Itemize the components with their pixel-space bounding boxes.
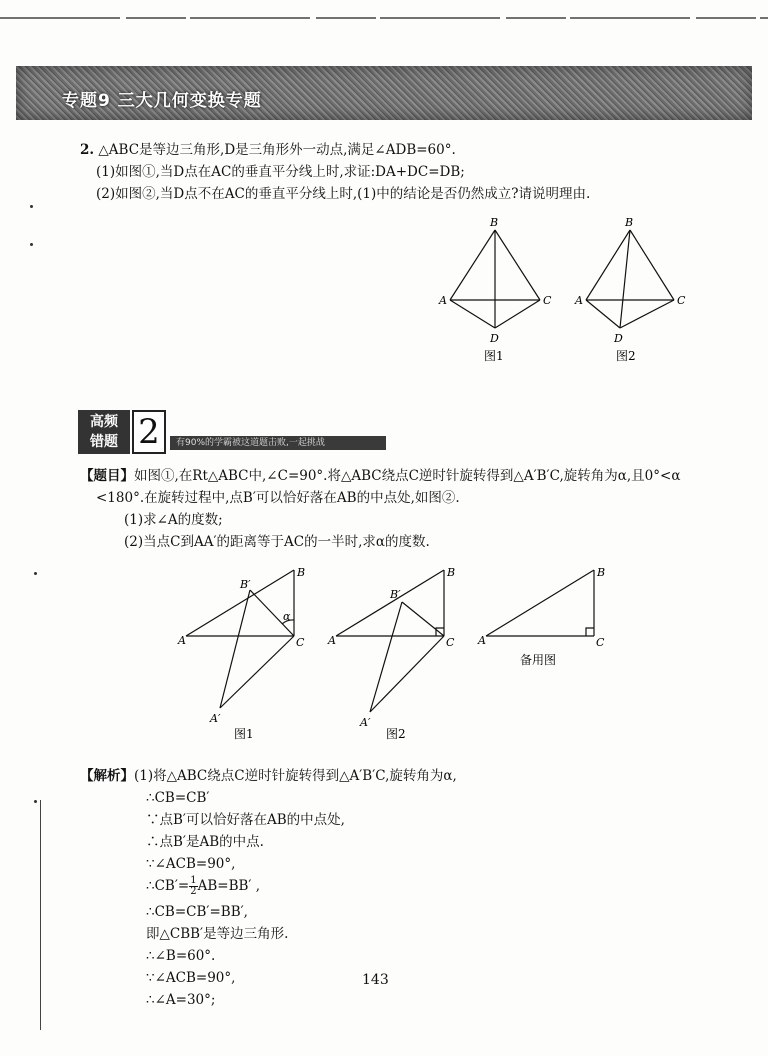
fraction-one-half: $\frac{1}{2}$ bbox=[190, 875, 197, 897]
problem-line1: 【题目】如图①,在Rt△ABC中,∠C=90°.将△ABC绕点C逆时针旋转得到△A′B′C,旋转角为α,且0°<α bbox=[80, 468, 681, 484]
margin-mark bbox=[30, 243, 33, 246]
label-c: C bbox=[596, 636, 605, 649]
label-b: B bbox=[297, 566, 306, 579]
label-a: A bbox=[328, 634, 336, 647]
figure-caption: 备用图 bbox=[520, 653, 557, 667]
label-a: A bbox=[178, 634, 186, 647]
solution-line-9: ∴∠B=60°. bbox=[146, 948, 216, 964]
badge-strip: 有90%的学霸被这道题击败,一起挑战 bbox=[170, 436, 386, 450]
label-b-prime: B′ bbox=[390, 588, 401, 601]
label-alpha: α bbox=[283, 610, 291, 623]
solution-line-10: ∵∠ACB=90°, bbox=[146, 970, 236, 986]
label-c: C bbox=[543, 294, 552, 307]
figure-caption: 图2 bbox=[386, 727, 406, 741]
segment-bc bbox=[495, 230, 540, 300]
problem-backup-figure bbox=[474, 560, 614, 670]
solution-line-3: ∴点B′是AB的中点. bbox=[146, 834, 264, 850]
q2-figure-2 bbox=[568, 215, 698, 365]
q2-figure-1 bbox=[430, 215, 560, 365]
label-a-prime: A′ bbox=[360, 716, 371, 729]
segment-ad bbox=[450, 300, 495, 328]
label-b: B bbox=[447, 566, 456, 579]
problem-line2: <180°.在旋转过程中,点B′可以恰好落在AB的中点处,如图②. bbox=[96, 490, 460, 506]
page-title: 专题9 三大几何变换专题 bbox=[62, 91, 262, 111]
margin-mark bbox=[30, 205, 33, 208]
solution-line-5: ∴CB′= $\frac{1}{2}$ AB=BB′ , bbox=[146, 875, 261, 897]
problem-figure-2 bbox=[320, 560, 470, 745]
figure-caption: 图2 bbox=[616, 349, 636, 363]
label-a: A bbox=[575, 294, 583, 307]
figure-caption: 图1 bbox=[234, 727, 254, 741]
question-2-part2: (2)如图②,当D点不在AC的垂直平分线上时,(1)中的结论是否仍然成立?请说明理由. bbox=[96, 186, 591, 202]
solution-line-4: ∵∠ACB=90°, bbox=[146, 856, 236, 872]
label-a: A bbox=[439, 294, 447, 307]
label-b: B bbox=[597, 566, 606, 579]
solution-line-2: ∵点B′可以恰好落在AB的中点处, bbox=[146, 812, 345, 828]
question-2-part1: (1)如图①,当D点在AC的垂直平分线上时,求证:DA+DC=DB; bbox=[96, 164, 465, 180]
solution-line-11: ∴∠A=30°; bbox=[146, 992, 216, 1008]
margin-mark bbox=[34, 572, 37, 575]
solution-line-8: 即△CBB′是等边三角形. bbox=[146, 926, 289, 942]
problem-figure-1 bbox=[170, 560, 320, 745]
label-a-prime: A′ bbox=[210, 712, 221, 725]
label-b: B bbox=[625, 216, 634, 229]
page-number: 143 bbox=[362, 972, 389, 988]
label-d: D bbox=[614, 332, 623, 345]
problem-part2: (2)当点C到AA′的距离等于AC的一半时,求α的度数. bbox=[124, 534, 430, 550]
solution-line-0: 【解析】(1)将△ABC绕点C逆时针旋转得到△A′B′C,旋转角为α, bbox=[80, 768, 457, 784]
label-b: B bbox=[490, 216, 499, 229]
figure-caption: 图1 bbox=[484, 349, 504, 363]
badge-number: 2 bbox=[132, 410, 166, 454]
problem-part1: (1)求∠A的度数; bbox=[124, 512, 223, 528]
label-c: C bbox=[446, 636, 455, 649]
top-border-line bbox=[0, 14, 768, 22]
label-c: C bbox=[296, 636, 305, 649]
frequent-error-badge: 高频 错题 2 bbox=[78, 410, 168, 454]
label-b-prime: B′ bbox=[240, 578, 251, 591]
label-a: A bbox=[478, 634, 486, 647]
segment-cd bbox=[495, 300, 540, 328]
solution-line-1: ∴CB=CB′ bbox=[146, 790, 210, 806]
question-2-stem: 2. △ABC是等边三角形,D是三角形外一动点,满足∠ADB=60°. bbox=[80, 142, 456, 158]
label-c: C bbox=[677, 294, 686, 307]
margin-mark bbox=[34, 800, 37, 803]
margin-line bbox=[40, 800, 41, 1030]
label-d: D bbox=[490, 332, 499, 345]
solution-line-7: ∴CB=CB′=BB′, bbox=[146, 904, 248, 920]
segment-ab bbox=[450, 230, 495, 300]
